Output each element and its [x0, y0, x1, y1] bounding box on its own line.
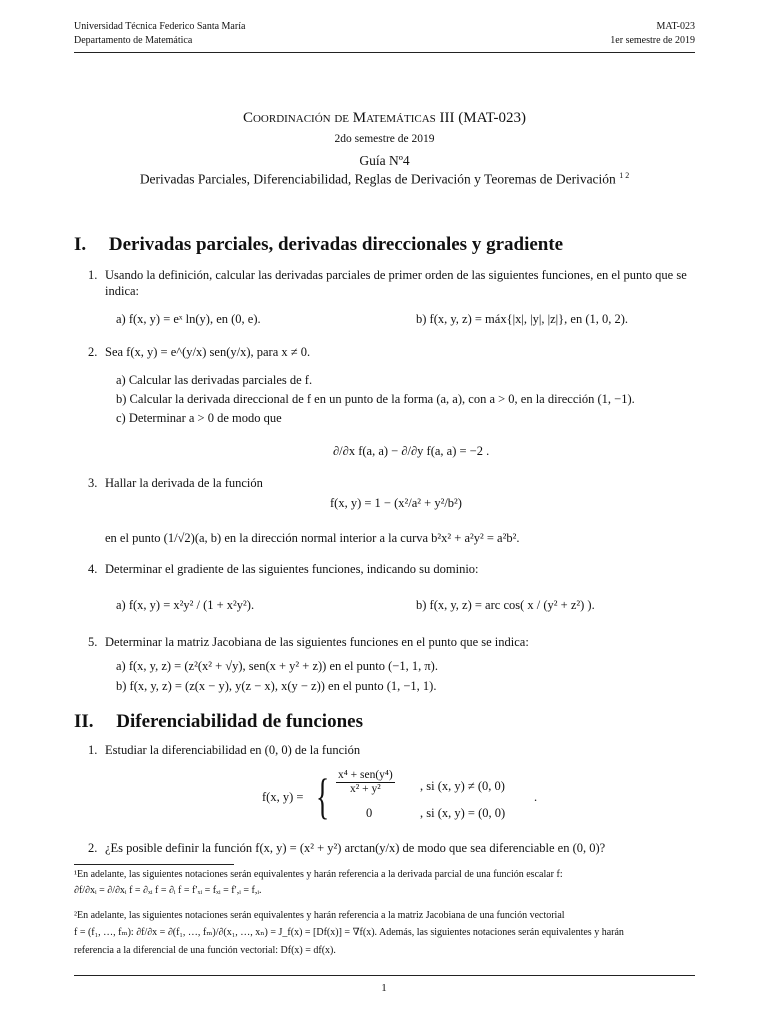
section1-title: Derivadas parciales, derivadas direccionales y gradiente [108, 234, 564, 255]
header-department: Departamento de Matemática [74, 35, 193, 46]
s1-p2-b: b) Calcular la derivada direccional de f en un punto de la forma (a, a), con a > 0, en la dirección (1, −1). [116, 392, 635, 406]
s1-p4-a: a) f(x, y) = x²y² / (1 + x²y²). [116, 598, 255, 612]
s2-p1-lhs: f(x, y) = [262, 790, 304, 804]
s2-p1-case1-frac [334, 769, 397, 796]
s1-p4-num: 4. [88, 562, 98, 576]
s1-p1-num: 1. [88, 268, 98, 282]
s1-p5-a: a) f(x, y, z) = (z²(x² + √y), sen(x + y² + z)) en el punto (−1, 1, π). [116, 659, 438, 673]
s1-p1-b: b) f(x, y, z) = máx{|x|, |y|, |z|}, en (1, 0, 2). [416, 312, 629, 326]
s1-p4-b: b) f(x, y, z) = arc cos( x / (y² + z²) ). [416, 598, 595, 612]
subtitle-refs: 1 2 [619, 171, 630, 180]
footnote-1-line1: ¹En adelante, las siguientes notaciones serán equivalentes y harán referencia a la derivada parcial de una función escalar f: [74, 869, 563, 880]
title-coordination: Coordinación de Matemáticas III (MAT-023) [242, 110, 527, 126]
section2-number: II. [74, 711, 94, 732]
s1-p5-b: b) f(x, y, z) = (z(x − y), y(z − x), x(y − z)) en el punto (1, −1, 1). [116, 679, 437, 693]
footnote-1-line2: ∂f/∂xᵢ = ∂/∂xᵢ f = ∂ₓᵢ f = ∂ᵢ f = f′ₓᵢ = fₓᵢ = f′,ᵢ = f,ᵢ. [74, 885, 262, 896]
section1-heading [74, 234, 563, 256]
s1-p1-a: a) f(x, y) = eˣ ln(y), en (0, e). [116, 312, 261, 326]
header-semester: 1er semestre de 2019 [610, 35, 695, 46]
header-rule [74, 52, 695, 53]
title-semester: 2do semestre de 2019 [334, 133, 435, 145]
s2-p1-dot: . [534, 790, 538, 804]
s1-p2-eq: ∂/∂x f(a, a) − ∂/∂y f(a, a) = −2 . [333, 444, 490, 458]
s2-p1-brace: { [316, 768, 330, 824]
s1-p3-num: 3. [88, 476, 98, 490]
s2-p1-text: Estudiar la diferenciabilidad en (0, 0) de la función [105, 743, 361, 757]
s2-p1-case1-cond: , si (x, y) ≠ (0, 0) [420, 779, 505, 793]
s2-p1-case2-cond: , si (x, y) = (0, 0) [420, 806, 506, 820]
footnote-rule [74, 864, 234, 865]
s1-p1-text: Usando la definición, calcular las derivadas parciales de primer orden de las siguientes funciones, en el punto que se indica: [105, 268, 687, 298]
case1-den: x² + y² [350, 783, 381, 795]
s1-p2-c: c) Determinar a > 0 de modo que [116, 411, 282, 425]
s2-p1-num: 1. [88, 743, 98, 757]
s1-p4-text: Determinar el gradiente de las siguientes funciones, indicando su dominio: [105, 562, 479, 576]
page-number: 1 [381, 982, 387, 994]
s1-p2-intro: Sea f(x, y) = e^(y/x) sen(y/x), para x ≠ 0. [105, 345, 311, 359]
s2-p2-text: ¿Es posible definir la función f(x, y) = (x² + y²) arctan(y/x) de modo que sea diferenciable en (0, 0)? [105, 841, 606, 855]
section2-title: Diferenciabilidad de funciones [116, 711, 363, 732]
s1-p2-num: 2. [88, 345, 98, 359]
section2-heading [74, 711, 363, 733]
s1-p2-a: a) Calcular las derivadas parciales de f. [116, 373, 313, 387]
section1-number: I. [74, 234, 87, 255]
header-course: MAT-023 [656, 21, 695, 32]
s2-p1-case2-val: 0 [366, 806, 373, 820]
s1-p5-num: 5. [88, 635, 98, 649]
s1-p3-text: Hallar la derivada de la función [105, 476, 263, 490]
footnote-2-line2: f = (f₁, …, fₘ): ∂f/∂x = ∂(f₁, …, fₘ)/∂(x₁, …, xₙ) = J_f(x) = [Df(x)] = ∇f(x). Además, las siguientes notaciones serán equivalentes y harán [74, 927, 624, 938]
title-subtitle [74, 171, 695, 188]
s1-p3-after: en el punto (1/√2)(a, b) en la dirección normal interior a la curva b²x² + a²y² = a²b². [105, 531, 520, 545]
footnote-2-line1: ²En adelante, las siguientes notaciones serán equivalentes y harán referencia a la matriz Jacobiana de una función vectorial [74, 910, 565, 921]
case1-num: x⁴ + sen(y⁴) [338, 769, 393, 781]
title-guide: Guía Nº4 [359, 153, 410, 168]
s1-p3-eq: f(x, y) = 1 − (x²/a² + y²/b²) [330, 496, 462, 510]
s2-p2-num: 2. [88, 841, 98, 855]
header-university: Universidad Técnica Federico Santa María [74, 21, 246, 32]
subtitle-text: Derivadas Parciales, Diferenciabilidad, Reglas de Derivación y Teoremas de Derivación [139, 171, 616, 187]
footnote-2-line3: referencia a la diferencial de una función vectorial: Df(x) = df(x). [74, 945, 336, 956]
footer-rule [74, 975, 695, 976]
s1-p5-text: Determinar la matriz Jacobiana de las siguientes funciones en el punto que se indica: [105, 635, 529, 649]
